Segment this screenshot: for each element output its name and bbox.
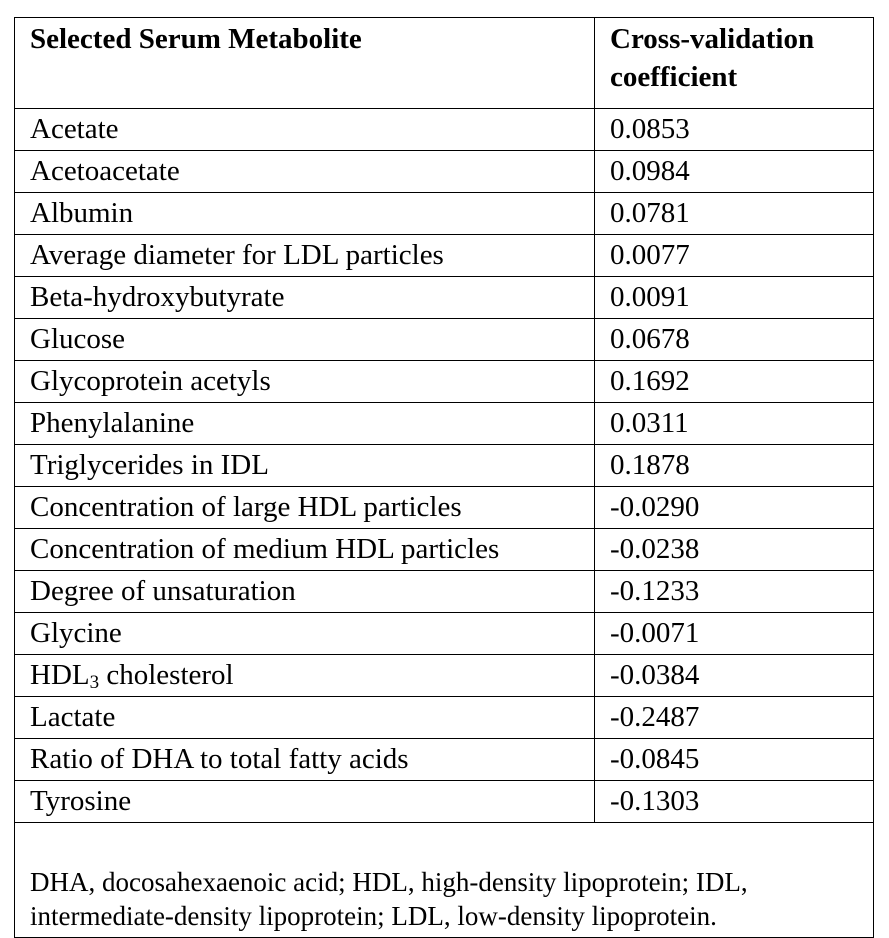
coefficient-cell: -0.0238: [595, 529, 874, 571]
table-header-row: [15, 18, 874, 109]
metabolite-cell: Phenylalanine: [15, 403, 595, 445]
coefficient-cell: -0.2487: [595, 697, 874, 739]
table-row: [15, 697, 874, 739]
coefficient-cell: 0.1878: [595, 445, 874, 487]
metabolite-cell: Beta-hydroxybutyrate: [15, 277, 595, 319]
table-row: [15, 235, 874, 277]
metabolite-rest-text: cholesterol: [99, 659, 234, 691]
coefficient-cell: 0.0853: [595, 109, 874, 151]
table-row: [15, 403, 874, 445]
table-row: [15, 781, 874, 823]
coefficient-cell: 0.0091: [595, 277, 874, 319]
metabolite-cell: Concentration of large HDL particles: [15, 487, 595, 529]
coefficient-cell: 0.1692: [595, 361, 874, 403]
subscript-text: 3: [89, 672, 100, 693]
metabolite-cell: Glycoprotein acetyls: [15, 361, 595, 403]
footnote-row: [15, 823, 874, 938]
table-row: [15, 529, 874, 571]
metabolite-cell: Albumin: [15, 193, 595, 235]
coefficient-cell: 0.0678: [595, 319, 874, 361]
table-row: [15, 151, 874, 193]
metabolite-cell: Degree of unsaturation: [15, 571, 595, 613]
table-row: [15, 613, 874, 655]
table-row: [15, 487, 874, 529]
metabolite-main-text: HDL: [30, 659, 90, 691]
table-row: [15, 655, 874, 697]
metabolite-cell: Glucose: [15, 319, 595, 361]
metabolite-cell: Glycine: [15, 613, 595, 655]
coefficient-cell: 0.0781: [595, 193, 874, 235]
table-footnote: DHA, docosahexaenoic acid; HDL, high-density lipoprotein; IDL, intermediate-density lipoprotein; LDL, low-density lipoprotein.: [15, 823, 874, 938]
metabolite-table-container: [14, 17, 873, 938]
table-row: [15, 445, 874, 487]
metabolite-cell: [15, 655, 595, 697]
coefficient-cell: -0.0290: [595, 487, 874, 529]
header-coefficient: Cross-validation coefficient: [595, 18, 874, 109]
coefficient-cell: 0.0077: [595, 235, 874, 277]
coefficient-cell: -0.0845: [595, 739, 874, 781]
table-body: [15, 109, 874, 938]
table-row: [15, 193, 874, 235]
table-row: [15, 319, 874, 361]
table-row: [15, 277, 874, 319]
metabolite-cell: Average diameter for LDL particles: [15, 235, 595, 277]
table-row: [15, 109, 874, 151]
metabolite-table: [14, 17, 874, 938]
coefficient-cell: -0.0071: [595, 613, 874, 655]
table-row: [15, 571, 874, 613]
metabolite-cell: Acetate: [15, 109, 595, 151]
metabolite-cell: Tyrosine: [15, 781, 595, 823]
coefficient-cell: 0.0984: [595, 151, 874, 193]
metabolite-cell: Ratio of DHA to total fatty acids: [15, 739, 595, 781]
metabolite-cell: Concentration of medium HDL particles: [15, 529, 595, 571]
metabolite-cell: Acetoacetate: [15, 151, 595, 193]
table-row: [15, 361, 874, 403]
coefficient-cell: -0.1233: [595, 571, 874, 613]
metabolite-cell: Triglycerides in IDL: [15, 445, 595, 487]
header-metabolite: Selected Serum Metabolite: [15, 18, 595, 109]
coefficient-cell: -0.1303: [595, 781, 874, 823]
coefficient-cell: 0.0311: [595, 403, 874, 445]
table-row: [15, 739, 874, 781]
metabolite-cell: Lactate: [15, 697, 595, 739]
coefficient-cell: -0.0384: [595, 655, 874, 697]
